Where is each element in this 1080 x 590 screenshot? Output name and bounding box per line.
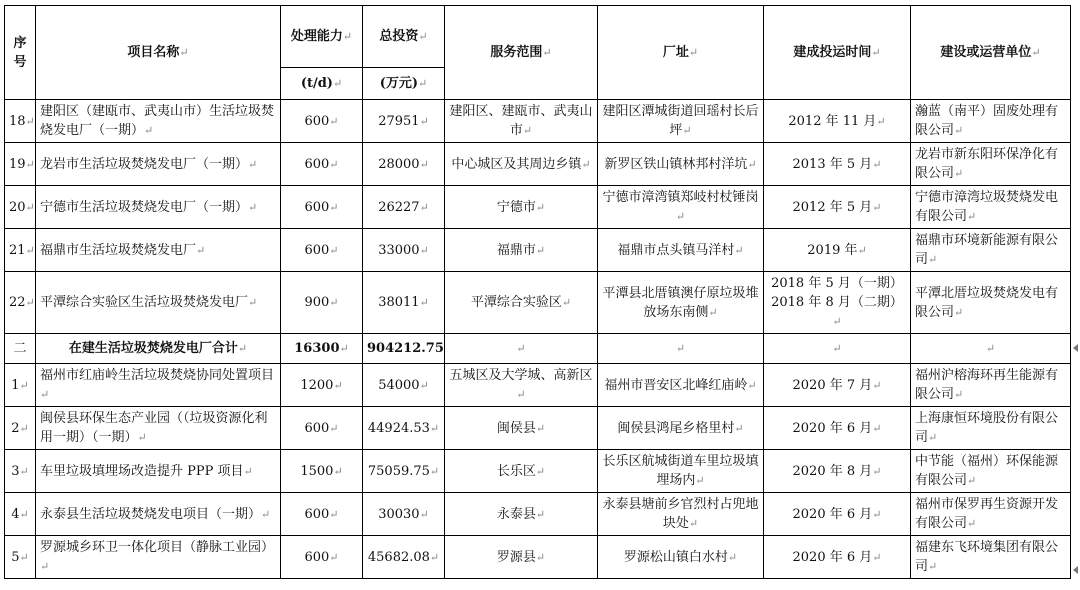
table-row [5, 536, 1071, 579]
cell-investment: 904212.75 ↵ [363, 334, 445, 364]
cell-name: 平潭综合实验区生活垃圾焚烧发电厂 ↵ [36, 272, 281, 334]
cell-service [445, 334, 598, 364]
table-row [5, 364, 1071, 407]
table-row [5, 407, 1071, 450]
cell-capacity: 600 ↵ [281, 100, 363, 143]
cell-capacity: 1200 ↵ [281, 364, 363, 407]
cell-operator: 福州市保罗再生资源开发有限公司 ↵ [911, 493, 1071, 536]
cell-time: 2012 年 11 月 ↵ [764, 100, 911, 143]
cell-seq: 18 ↵ [5, 100, 36, 143]
cell-seq: 5 ↵ [5, 536, 36, 579]
project-table [4, 5, 1071, 579]
cell-seq: 19 ↵ [5, 143, 36, 186]
cell-operator [911, 334, 1071, 364]
cell-name: 在建生活垃圾焚烧发电厂合计 ↵ [36, 334, 281, 364]
cell-seq: 21 ↵ [5, 229, 36, 272]
page-edge-marker [1073, 344, 1078, 352]
table-body-built [5, 100, 1071, 334]
cell-time: 2020 年 7 月 ↵ [764, 364, 911, 407]
cell-time: 2020 年 6 月 ↵ [764, 407, 911, 450]
cell-investment: 27951 ↵ [363, 100, 445, 143]
cell-capacity: 900 ↵ [281, 272, 363, 334]
cell-operator: 中节能（福州）环保能源有限公司 ↵ [911, 450, 1071, 493]
cell-service: 中心城区及其周边乡镇 ↵ [445, 143, 598, 186]
cell-capacity: 600 ↵ [281, 493, 363, 536]
cell-site [598, 334, 764, 364]
cell-operator: 福鼎市环境新能源有限公司 ↵ [911, 229, 1071, 272]
table-body-subtotal [5, 334, 1071, 364]
cell-name: 闽侯县环保生态产业园（（垃圾资源化利用一期）（一期） ↵ [36, 407, 281, 450]
cell-time [764, 334, 911, 364]
cell-capacity: 600 ↵ [281, 536, 363, 579]
cell-capacity: 1500 ↵ [281, 450, 363, 493]
cell-site: 永泰县塘前乡官烈村占兜地块处 ↵ [598, 493, 764, 536]
cell-investment: 45682.08 ↵ [363, 536, 445, 579]
cell-seq: 2 ↵ [5, 407, 36, 450]
table-row [5, 143, 1071, 186]
header-service: 服务范围 ↵ [445, 6, 598, 100]
cell-time: 2020 年 6 月 ↵ [764, 493, 911, 536]
header-seq: 序号 [5, 6, 36, 100]
cell-name: 车里垃圾填埋场改造提升 PPP 项目 ↵ [36, 450, 281, 493]
header-capacity-unit: (t/d) ↵ [281, 68, 363, 100]
cell-seq: 3 ↵ [5, 450, 36, 493]
cell-investment: 75059.75 ↵ [363, 450, 445, 493]
cell-site: 罗源松山镇白水村 ↵ [598, 536, 764, 579]
cell-operator: 福州沪榕海环再生能源有限公司 ↵ [911, 364, 1071, 407]
cell-operator: 福建东飞环境集团有限公司 ↵ [911, 536, 1071, 579]
header-site: 厂址 ↵ [598, 6, 764, 100]
cell-investment: 54000 ↵ [363, 364, 445, 407]
cell-site: 新罗区铁山镇林邦村洋坑 ↵ [598, 143, 764, 186]
cell-service: 平潭综合实验区 ↵ [445, 272, 598, 334]
header-row [5, 6, 1071, 68]
cell-time: 2020 年 6 月 ↵ [764, 536, 911, 579]
table-row [5, 493, 1071, 536]
cell-capacity: 16300 ↵ [281, 334, 363, 364]
header-operator: 建设或运营单位 ↵ [911, 6, 1071, 100]
cell-site: 福州市晋安区北峰红庙岭 ↵ [598, 364, 764, 407]
cell-site: 闽侯县鸿尾乡格里村 ↵ [598, 407, 764, 450]
cell-operator: 龙岩市新东阳环保净化有限公司 ↵ [911, 143, 1071, 186]
header-capacity: 处理能力 ↵ [281, 6, 363, 68]
cell-name: 罗源城乡环卫一体化项目（静脉工业园） ↵ [36, 536, 281, 579]
header-time: 建成投运时间 ↵ [764, 6, 911, 100]
cell-time: 2020 年 8 月 ↵ [764, 450, 911, 493]
header-investment-unit: (万元) ↵ [363, 68, 445, 100]
cell-investment: 26227 ↵ [363, 186, 445, 229]
table-row [5, 229, 1071, 272]
table-body-construction [5, 364, 1071, 579]
cell-site: 建阳区潭城街道回瑶村长后坪 ↵ [598, 100, 764, 143]
cell-service: 闽侯县 ↵ [445, 407, 598, 450]
cell-seq: 20 ↵ [5, 186, 36, 229]
cell-name: 龙岩市生活垃圾焚烧发电厂（一期） ↵ [36, 143, 281, 186]
cell-operator: 上海康恒环境股份有限公司 ↵ [911, 407, 1071, 450]
cell-name: 福州市红庙岭生活垃圾焚烧协同处置项目 ↵ [36, 364, 281, 407]
cell-investment: 38011 ↵ [363, 272, 445, 334]
cell-service: 福鼎市 ↵ [445, 229, 598, 272]
cell-seq: 二 [5, 334, 36, 364]
cell-name: 宁德市生活垃圾焚烧发电厂（一期） ↵ [36, 186, 281, 229]
cell-time: 2012 年 5 月 ↵ [764, 186, 911, 229]
cell-investment: 28000 ↵ [363, 143, 445, 186]
cell-investment: 44924.53 ↵ [363, 407, 445, 450]
table-row [5, 272, 1071, 334]
cell-time: 2013 年 5 月 ↵ [764, 143, 911, 186]
cell-service: 长乐区 ↵ [445, 450, 598, 493]
cell-name: 建阳区（建瓯市、武夷山市）生活垃圾焚烧发电厂（一期） ↵ [36, 100, 281, 143]
cell-capacity: 600 ↵ [281, 407, 363, 450]
cell-name: 永泰县生活垃圾焚烧发电项目（一期） ↵ [36, 493, 281, 536]
cell-capacity: 600 ↵ [281, 143, 363, 186]
cell-investment: 33000 ↵ [363, 229, 445, 272]
cell-service: 罗源县 ↵ [445, 536, 598, 579]
cell-capacity: 600 ↵ [281, 229, 363, 272]
cell-name: 福鼎市生活垃圾焚烧发电厂 ↵ [36, 229, 281, 272]
page-edge-marker [1073, 566, 1078, 574]
cell-site: 长乐区航城街道车里垃圾填埋场内 ↵ [598, 450, 764, 493]
cell-site: 福鼎市点头镇马洋村 ↵ [598, 229, 764, 272]
cell-time: 2019 年 ↵ [764, 229, 911, 272]
subtotal-row [5, 334, 1071, 364]
cell-seq: 1 ↵ [5, 364, 36, 407]
cell-site: 宁德市漳湾镇郑岐村杖锤岗 ↵ [598, 186, 764, 229]
cell-time: 2018 年 5 月（一期） 2018 年 8 月（二期） ↵ [764, 272, 911, 334]
cell-service: 五城区及大学城、高新区 ↵ [445, 364, 598, 407]
cell-capacity: 600 ↵ [281, 186, 363, 229]
cell-seq: 4 ↵ [5, 493, 36, 536]
cell-seq: 22 ↵ [5, 272, 36, 334]
table-row [5, 186, 1071, 229]
cell-service: 宁德市 ↵ [445, 186, 598, 229]
cell-operator: 瀚蓝（南平）固废处理有限公司 ↵ [911, 100, 1071, 143]
header-name: 项目名称 ↵ [36, 6, 281, 100]
cell-service: 建阳区、建瓯市、武夷山市 ↵ [445, 100, 598, 143]
header-investment: 总投资 ↵ [363, 6, 445, 68]
cell-service: 永泰县 ↵ [445, 493, 598, 536]
cell-operator: 平潭北厝垃圾焚烧发电有限公司 ↵ [911, 272, 1071, 334]
cell-operator: 宁德市漳湾垃圾焚烧发电有限公司 ↵ [911, 186, 1071, 229]
table-row [5, 100, 1071, 143]
cell-site: 平潭县北厝镇澳仔原垃圾堆放场东南侧 ↵ [598, 272, 764, 334]
cell-investment: 30030 ↵ [363, 493, 445, 536]
table-row [5, 450, 1071, 493]
